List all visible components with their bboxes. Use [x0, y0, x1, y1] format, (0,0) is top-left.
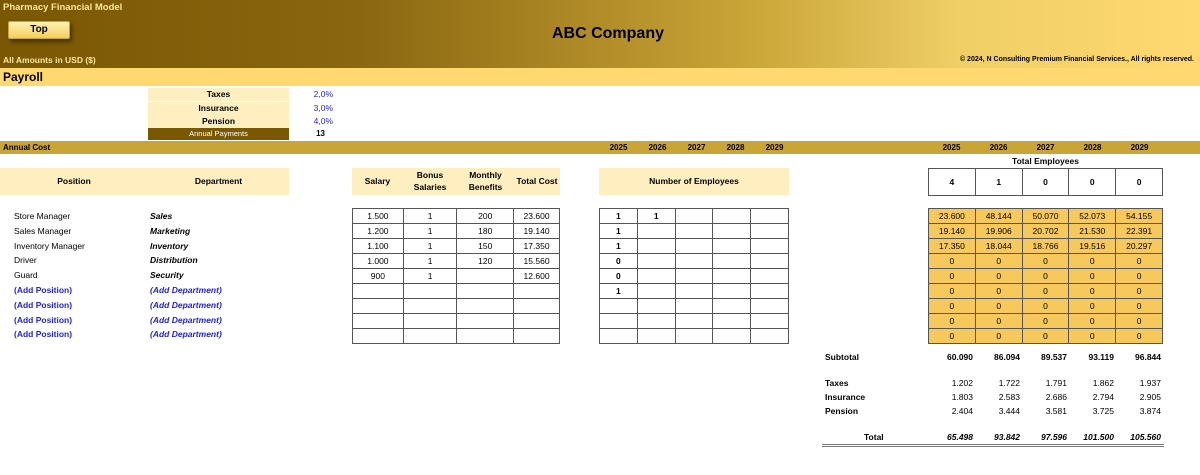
cost-table — [928, 208, 1163, 344]
salary-cell-salary[interactable] — [353, 314, 404, 329]
cost-cell: 48.144 — [975, 209, 1022, 224]
cost-cell: 0 — [1022, 314, 1069, 329]
salary-cell-total: 23.600 — [514, 209, 560, 224]
cost-cell: 0 — [1069, 269, 1116, 284]
total-employees-cell: 1 — [975, 169, 1022, 196]
cost-cell: 0 — [1022, 254, 1069, 269]
employees-row — [600, 299, 789, 314]
cost-cell: 22.391 — [1116, 224, 1163, 239]
salary-cell-benefits[interactable] — [457, 329, 514, 344]
cost-cell: 0 — [975, 329, 1022, 344]
summary-value-pension: 3.581 — [1045, 406, 1067, 416]
salary-cell-benefits[interactable] — [457, 314, 514, 329]
year-label-right: 2028 — [1083, 143, 1102, 152]
year-label-left: 2027 — [687, 143, 706, 152]
employees-cell[interactable] — [675, 299, 713, 314]
cost-cell: 0 — [1069, 329, 1116, 344]
position-name: Guard — [14, 270, 38, 281]
summary-value-pension: 3.874 — [1139, 406, 1161, 416]
cost-cell: 0 — [975, 314, 1022, 329]
salary-row — [353, 254, 560, 269]
total-employees-table — [928, 168, 1163, 196]
cost-cell: 54.155 — [1116, 209, 1163, 224]
num-employees-header: Number of Employees — [599, 168, 789, 195]
cost-cell: 0 — [1116, 269, 1163, 284]
employees-row — [600, 314, 789, 329]
copyright: © 2024, N Consulting Premium Financial Services., All rights reserved. — [959, 56, 1194, 63]
employees-cell[interactable] — [713, 209, 751, 224]
salary-row — [353, 299, 560, 314]
employees-cell[interactable] — [637, 224, 675, 239]
position-name[interactable]: (Add Position) — [14, 285, 73, 295]
cost-row — [929, 254, 1163, 269]
summary-value-taxes: 1.791 — [1045, 378, 1067, 388]
cost-cell: 0 — [975, 299, 1022, 314]
amounts-label: All Amounts in USD ($) — [3, 55, 96, 65]
salary-cell-salary[interactable]: 900 — [353, 269, 404, 284]
cost-cell: 17.350 — [929, 239, 976, 254]
annual-payments-value[interactable]: 13 — [316, 129, 325, 138]
assumption-label: Pension — [148, 115, 289, 128]
department-name: Marketing — [150, 225, 191, 236]
summary-value-taxes: 1.202 — [951, 378, 973, 388]
department-name[interactable]: (Add Department) — [150, 299, 222, 310]
position-name: Store Manager — [14, 211, 71, 221]
employees-cell[interactable] — [600, 314, 638, 329]
employees-row — [600, 329, 789, 344]
salary-cell-bonus[interactable]: 1 — [403, 224, 457, 239]
department-name: Sales — [150, 211, 173, 221]
cost-cell: 52.073 — [1069, 209, 1116, 224]
employees-table — [599, 208, 789, 344]
salary-cell-bonus[interactable] — [403, 284, 457, 299]
salary-cell-salary[interactable]: 1.000 — [353, 254, 404, 269]
cost-cell: 0 — [1069, 299, 1116, 314]
employees-cell[interactable] — [675, 314, 713, 329]
summary-value-pension: 2.404 — [951, 406, 973, 416]
top-button[interactable]: Top — [8, 21, 70, 39]
cost-cell: 0 — [975, 284, 1022, 299]
summary-value-pension: 3.725 — [1092, 406, 1114, 416]
position-name: Driver — [14, 255, 37, 266]
annual-payments-label: Annual Payments — [148, 128, 289, 140]
summary-label-taxes: Taxes — [825, 378, 849, 388]
total-employees-cell: 0 — [1069, 169, 1116, 196]
position-name: Sales Manager — [14, 225, 72, 236]
cost-row — [929, 314, 1163, 329]
employees-row — [600, 239, 789, 254]
total-employees-cell: 4 — [929, 169, 976, 196]
department-name[interactable]: (Add Department) — [150, 285, 222, 295]
salary-cell-total: 19.140 — [514, 224, 560, 239]
position-header: Position — [0, 168, 148, 195]
cost-cell: 0 — [929, 314, 976, 329]
salary-row — [353, 314, 560, 329]
employees-cell[interactable]: 1 — [600, 224, 638, 239]
salary-cell-benefits[interactable]: 120 — [457, 254, 514, 269]
year-label-right: 2027 — [1036, 143, 1055, 152]
cost-cell: 0 — [929, 299, 976, 314]
salary-cell-salary[interactable]: 1.500 — [353, 209, 404, 224]
employees-row — [600, 209, 789, 224]
salary-cell-total: 17.350 — [514, 239, 560, 254]
salary-cell-salary[interactable] — [353, 299, 404, 314]
salary-cell-salary[interactable] — [353, 284, 404, 299]
section-title: Payroll — [0, 68, 1200, 86]
employees-cell[interactable] — [637, 254, 675, 269]
cost-cell: 20.702 — [1022, 224, 1069, 239]
employees-cell[interactable]: 0 — [600, 254, 638, 269]
total-cost-header: Total Cost — [514, 168, 560, 195]
summary-value-subtotal: 93.119 — [1088, 352, 1114, 362]
cost-cell: 0 — [1116, 314, 1163, 329]
cost-cell: 0 — [975, 269, 1022, 284]
employees-cell[interactable] — [637, 329, 675, 344]
cost-cell: 0 — [1069, 284, 1116, 299]
summary-label-pension: Pension — [825, 406, 859, 416]
department-header: Department — [148, 168, 289, 195]
summary-value-insurance: 2.583 — [998, 392, 1020, 402]
employees-row — [600, 284, 789, 299]
employees-cell[interactable]: 1 — [600, 239, 638, 254]
department-name: Distribution — [150, 255, 198, 266]
cost-cell: 0 — [929, 269, 976, 284]
employees-cell[interactable] — [675, 224, 713, 239]
employees-cell[interactable] — [713, 224, 751, 239]
monthly-benefits-header: Monthly Benefits — [457, 168, 514, 195]
salary-cell-benefits[interactable] — [457, 299, 514, 314]
assumption-value[interactable]: 4,0% — [313, 116, 333, 126]
employees-cell[interactable] — [751, 329, 789, 344]
salary-cell-bonus[interactable]: 1 — [403, 209, 457, 224]
cost-cell: 0 — [1116, 284, 1163, 299]
employees-cell[interactable] — [675, 269, 713, 284]
summary-value-total: 105.560 — [1130, 432, 1161, 442]
salary-table — [352, 208, 560, 344]
cost-row — [929, 209, 1163, 224]
summary-value-subtotal: 86.094 — [994, 352, 1020, 362]
salary-row — [353, 239, 560, 254]
employees-cell[interactable] — [637, 269, 675, 284]
employees-cell[interactable] — [751, 284, 789, 299]
total-employees-header: Total Employees — [1012, 156, 1079, 166]
cost-cell: 19.140 — [929, 224, 976, 239]
summary-value-subtotal: 96.844 — [1135, 352, 1161, 362]
summary-value-total: 65.498 — [947, 432, 973, 442]
salary-cell-salary[interactable]: 1.100 — [353, 239, 404, 254]
employees-cell[interactable] — [713, 269, 751, 284]
salary-cell-bonus[interactable] — [403, 299, 457, 314]
employees-cell[interactable] — [713, 329, 751, 344]
cost-row — [929, 224, 1163, 239]
employees-cell[interactable] — [713, 284, 751, 299]
summary-value-total: 97.596 — [1041, 432, 1067, 442]
cost-cell: 0 — [1022, 269, 1069, 284]
salary-cell-bonus[interactable] — [403, 329, 457, 344]
employees-cell[interactable] — [751, 269, 789, 284]
cost-row — [929, 239, 1163, 254]
employees-cell[interactable] — [675, 329, 713, 344]
employees-cell[interactable]: 1 — [637, 209, 675, 224]
cost-row — [929, 299, 1163, 314]
employees-cell[interactable] — [637, 314, 675, 329]
salary-cell-salary[interactable] — [353, 329, 404, 344]
bonus-header: Bonus Salaries — [403, 168, 457, 195]
salary-cell-benefits[interactable]: 200 — [457, 209, 514, 224]
summary-value-insurance: 2.905 — [1139, 392, 1161, 402]
salary-cell-benefits[interactable]: 180 — [457, 224, 514, 239]
employees-row — [600, 224, 789, 239]
position-name[interactable]: (Add Position) — [14, 329, 73, 340]
cost-cell: 0 — [1116, 329, 1163, 344]
model-title: Pharmacy Financial Model — [3, 2, 123, 13]
assumption-value[interactable]: 3,0% — [313, 102, 333, 113]
year-label-left: 2029 — [765, 143, 784, 152]
salary-cell-total — [514, 299, 560, 314]
department-name: Inventory — [150, 240, 189, 251]
employees-cell[interactable] — [713, 299, 751, 314]
salary-cell-benefits[interactable] — [457, 269, 514, 284]
year-label-left: 2025 — [609, 143, 628, 152]
cost-cell: 23.600 — [929, 209, 976, 224]
employees-cell[interactable] — [675, 284, 713, 299]
cost-cell: 0 — [1069, 314, 1116, 329]
position-name: Inventory Manager — [14, 240, 85, 251]
employees-cell[interactable]: 0 — [600, 269, 638, 284]
employees-cell[interactable] — [637, 284, 675, 299]
salary-row — [353, 329, 560, 344]
cost-cell: 19.516 — [1069, 239, 1116, 254]
employees-cell[interactable] — [713, 239, 751, 254]
employees-cell[interactable] — [751, 314, 789, 329]
cost-cell: 0 — [1069, 254, 1116, 269]
employees-cell[interactable] — [713, 314, 751, 329]
summary-value-insurance: 2.686 — [1045, 392, 1067, 402]
employees-cell[interactable] — [713, 254, 751, 269]
summary-value-pension: 3.444 — [998, 406, 1020, 416]
employees-cell[interactable] — [751, 239, 789, 254]
salary-cell-salary[interactable]: 1.200 — [353, 224, 404, 239]
cost-cell: 0 — [929, 329, 976, 344]
company-name: ABC Company — [551, 25, 664, 42]
assumption-value[interactable]: 2,0% — [313, 89, 333, 99]
summary-label-subtotal: Subtotal — [825, 352, 859, 362]
salary-cell-total — [514, 329, 560, 344]
cost-cell: 0 — [1022, 299, 1069, 314]
cost-row — [929, 269, 1163, 284]
cost-cell: 0 — [1022, 284, 1069, 299]
department-name[interactable]: (Add Department) — [150, 329, 222, 340]
cost-cell: 0 — [1022, 329, 1069, 344]
salary-row — [353, 284, 560, 299]
assumption-label: Taxes — [148, 88, 289, 101]
employees-cell[interactable]: 1 — [600, 209, 638, 224]
total-employees-cell: 0 — [1022, 169, 1069, 196]
year-label-right: 2025 — [942, 143, 961, 152]
cost-cell: 50.070 — [1022, 209, 1069, 224]
cost-cell: 18.044 — [975, 239, 1022, 254]
year-label-left: 2028 — [726, 143, 745, 152]
summary-value-insurance: 2.794 — [1092, 392, 1114, 402]
salary-cell-benefits[interactable]: 150 — [457, 239, 514, 254]
cost-cell: 0 — [929, 254, 976, 269]
year-label-right: 2029 — [1130, 143, 1149, 152]
salary-cell-benefits[interactable] — [457, 284, 514, 299]
employees-cell[interactable] — [675, 239, 713, 254]
employees-cell[interactable] — [637, 239, 675, 254]
cost-cell: 21.530 — [1069, 224, 1116, 239]
cost-cell: 0 — [929, 284, 976, 299]
cost-cell: 19.906 — [975, 224, 1022, 239]
employees-cell[interactable] — [751, 224, 789, 239]
salary-row — [353, 209, 560, 224]
total-employees-cell: 0 — [1116, 169, 1163, 196]
summary-value-subtotal: 60.090 — [947, 352, 973, 362]
employees-cell[interactable] — [751, 209, 789, 224]
salary-cell-bonus[interactable]: 1 — [403, 269, 457, 284]
assumption-label: Insurance — [148, 102, 289, 115]
position-name[interactable]: (Add Position) — [14, 314, 73, 325]
employees-cell[interactable] — [751, 299, 789, 314]
employees-cell[interactable] — [600, 299, 638, 314]
summary-value-total: 101.500 — [1083, 432, 1114, 442]
summary-value-taxes: 1.862 — [1092, 378, 1114, 388]
salary-cell-bonus[interactable]: 1 — [403, 254, 457, 269]
summary-value-taxes: 1.722 — [998, 378, 1020, 388]
cost-cell: 18.766 — [1022, 239, 1069, 254]
salary-row — [353, 269, 560, 284]
annual-cost-label: Annual Cost — [3, 143, 51, 152]
employees-row — [600, 254, 789, 269]
employees-cell[interactable]: 1 — [600, 284, 638, 299]
summary-value-subtotal: 89.537 — [1041, 352, 1067, 362]
employees-cell[interactable] — [675, 254, 713, 269]
employees-cell[interactable] — [675, 209, 713, 224]
salary-cell-bonus[interactable] — [403, 314, 457, 329]
summary-value-insurance: 1.803 — [951, 392, 973, 402]
year-label-left: 2026 — [648, 143, 667, 152]
department-name: Security — [150, 270, 184, 281]
salary-cell-total: 15.560 — [514, 254, 560, 269]
summary-label-total: Total — [864, 432, 884, 442]
summary-value-total: 93.842 — [994, 432, 1020, 442]
position-name[interactable]: (Add Position) — [14, 299, 73, 310]
cost-row — [929, 329, 1163, 344]
salary-row — [353, 224, 560, 239]
salary-cell-total — [514, 314, 560, 329]
salary-cell-bonus[interactable]: 1 — [403, 239, 457, 254]
employees-cell[interactable] — [600, 329, 638, 344]
summary-label-insurance: Insurance — [825, 392, 866, 402]
salary-cell-total: 12.600 — [514, 269, 560, 284]
cost-cell: 20.297 — [1116, 239, 1163, 254]
total-employees-row — [929, 169, 1163, 196]
cost-cell: 0 — [975, 254, 1022, 269]
total-underline — [822, 444, 1164, 447]
year-label-right: 2026 — [989, 143, 1008, 152]
employees-row — [600, 269, 789, 284]
summary-value-taxes: 1.937 — [1139, 378, 1161, 388]
salary-cell-total — [514, 284, 560, 299]
salary-header: Salary — [352, 168, 403, 195]
employees-cell[interactable] — [637, 299, 675, 314]
cost-row — [929, 284, 1163, 299]
cost-cell: 0 — [1116, 254, 1163, 269]
department-name[interactable]: (Add Department) — [150, 314, 222, 325]
cost-cell: 0 — [1116, 299, 1163, 314]
employees-cell[interactable] — [751, 254, 789, 269]
